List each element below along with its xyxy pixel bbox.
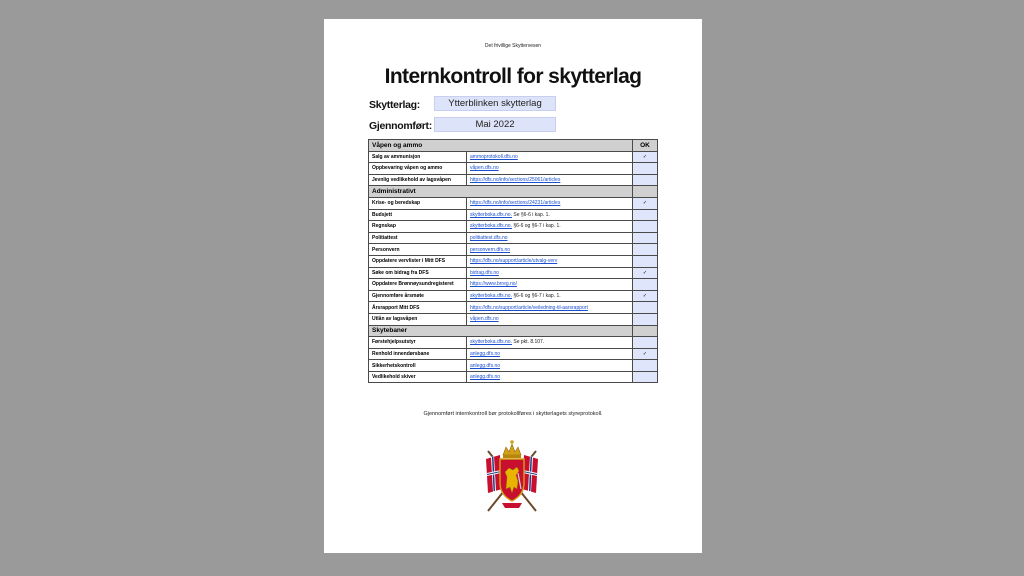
section-header-cell xyxy=(633,186,658,198)
reference-link[interactable]: politiattest.dfs.no xyxy=(470,235,508,242)
item-reference xyxy=(467,371,633,383)
ok-checkbox[interactable] xyxy=(633,313,658,325)
item-reference xyxy=(467,232,633,244)
checklist-row xyxy=(369,267,658,279)
skytterlag-field[interactable]: Ytterblinken skytterlag xyxy=(434,96,556,111)
item-name: Oppbevaring våpen og ammo xyxy=(369,163,467,175)
page-title: Internkontroll for skytterlag xyxy=(384,65,642,88)
ok-checkbox[interactable] xyxy=(633,267,658,279)
checklist-row xyxy=(369,313,658,325)
ok-checkbox[interactable] xyxy=(633,255,658,267)
check-icon: ✓ xyxy=(642,153,648,160)
footer-note: Gjennomført internkontroll bør protokollføres i skytterlagets styreprotokoll. xyxy=(423,411,603,417)
checklist-row xyxy=(369,279,658,291)
item-name: Regnskap xyxy=(369,221,467,233)
section-header xyxy=(369,140,658,152)
section-header-cell xyxy=(633,325,658,337)
item-reference xyxy=(467,337,633,349)
check-icon: ✓ xyxy=(642,293,648,300)
item-name: Utlån av lagsvåpen xyxy=(369,313,467,325)
gjennomfort-field[interactable]: Mai 2022 xyxy=(434,117,556,132)
reference-link[interactable]: anlegg.dfs.no xyxy=(470,374,501,381)
item-name: Vedlikehold skiver xyxy=(369,371,467,383)
section-title: Administrativt xyxy=(369,186,633,198)
checklist-table xyxy=(368,139,658,383)
ok-checkbox[interactable] xyxy=(633,151,658,163)
checklist-row xyxy=(369,348,658,360)
section-title: Skytebaner xyxy=(369,325,633,337)
item-name: Årsrapport Mitt DFS xyxy=(369,302,467,314)
skytterlag-label: Skytterlag: xyxy=(369,99,420,111)
ok-checkbox[interactable] xyxy=(633,163,658,175)
item-name: Oppdatere vervlister i Mitt DFS xyxy=(369,255,467,267)
reference-note: Se §6-6 i kap. 1. xyxy=(513,211,550,218)
checklist-row xyxy=(369,290,658,302)
ok-checkbox[interactable] xyxy=(633,348,658,360)
checklist-row xyxy=(369,371,658,383)
item-reference xyxy=(467,174,633,186)
ok-checkbox[interactable] xyxy=(633,290,658,302)
ok-checkbox[interactable] xyxy=(633,209,658,221)
ok-checkbox[interactable] xyxy=(633,337,658,349)
section-title: Våpen og ammo xyxy=(369,140,633,152)
dfs-crest-logo xyxy=(482,437,542,515)
checklist-row xyxy=(369,244,658,256)
item-name: Budsjett xyxy=(369,209,467,221)
reference-link[interactable]: https://dfs.no/support/article/utvalg-verv xyxy=(470,258,558,265)
reference-link[interactable]: https://dfs.no/support/article/veiledning-til-aarsrapport xyxy=(470,304,588,311)
item-name: Krise- og beredskap xyxy=(369,197,467,209)
reference-link[interactable]: skytterboka.dfs.no. xyxy=(470,293,512,300)
item-name: Salg av ammunisjon xyxy=(369,151,467,163)
item-reference xyxy=(467,360,633,372)
item-name: Oppdatere Brønnøysundregisteret xyxy=(369,279,467,291)
ok-column-header: OK xyxy=(633,140,658,152)
check-icon: ✓ xyxy=(642,269,648,276)
item-name: Jevnlig vedlikehold av lagsvåpen xyxy=(369,174,467,186)
item-name: Førstehjelpsutstyr xyxy=(369,337,467,349)
checklist-row xyxy=(369,163,658,175)
item-reference xyxy=(467,163,633,175)
item-name: Personvern xyxy=(369,244,467,256)
section-header xyxy=(369,186,658,198)
check-icon: ✓ xyxy=(642,350,648,357)
checklist-row xyxy=(369,174,658,186)
item-reference xyxy=(467,290,633,302)
checklist-row xyxy=(369,197,658,209)
item-reference xyxy=(467,302,633,314)
section-header xyxy=(369,325,658,337)
reference-link[interactable]: anlegg.dfs.no xyxy=(470,362,501,369)
ok-checkbox[interactable] xyxy=(633,360,658,372)
item-name: Søke om bidrag fra DFS xyxy=(369,267,467,279)
item-reference xyxy=(467,209,633,221)
reference-link[interactable]: skytterboka.dfs.no. xyxy=(470,223,512,230)
ok-checkbox[interactable] xyxy=(633,174,658,186)
reference-link[interactable]: ammoprotokoll.dfs.no xyxy=(470,153,518,160)
item-name: Sikkerhetskontroll xyxy=(369,360,467,372)
gjennomfort-label: Gjennomført: xyxy=(369,120,432,132)
reference-link[interactable]: våpen.dfs.no xyxy=(470,316,499,323)
document-page xyxy=(324,19,702,553)
item-reference xyxy=(467,244,633,256)
item-reference xyxy=(467,348,633,360)
item-name: Gjennomføre årsmøte xyxy=(369,290,467,302)
reference-link[interactable]: https://dfs.no/info/sections/25061/articles xyxy=(470,177,561,184)
checklist-row xyxy=(369,151,658,163)
check-icon: ✓ xyxy=(642,200,648,207)
checklist-row xyxy=(369,360,658,372)
reference-note: §6-6 og §6-7 i kap. 1. xyxy=(513,293,561,300)
ok-checkbox[interactable] xyxy=(633,279,658,291)
item-reference xyxy=(467,313,633,325)
ok-checkbox[interactable] xyxy=(633,197,658,209)
checklist-row xyxy=(369,209,658,221)
org-name: Det frivillige Skyttervesen xyxy=(484,43,542,49)
ok-checkbox[interactable] xyxy=(633,244,658,256)
item-reference xyxy=(467,197,633,209)
item-reference xyxy=(467,151,633,163)
ok-checkbox[interactable] xyxy=(633,302,658,314)
item-name: Renhold innendørsbane xyxy=(369,348,467,360)
reference-link[interactable]: https://dfs.no/info/sections/24231/articles xyxy=(470,200,561,207)
checklist-row xyxy=(369,221,658,233)
item-reference xyxy=(467,221,633,233)
reference-link[interactable]: https://www.brreg.no/ xyxy=(470,281,517,288)
reference-link[interactable]: anlegg.dfs.no xyxy=(470,350,501,357)
item-reference xyxy=(467,279,633,291)
item-name: Politiattest xyxy=(369,232,467,244)
checklist-row xyxy=(369,337,658,349)
ok-checkbox[interactable] xyxy=(633,221,658,233)
checklist-row xyxy=(369,232,658,244)
checklist-row xyxy=(369,255,658,267)
reference-link[interactable]: våpen.dfs.no xyxy=(470,165,499,172)
reference-link[interactable]: skytterboka.dfs.no. xyxy=(470,339,512,346)
reference-link[interactable]: skytterboka.dfs.no. xyxy=(470,211,512,218)
reference-link[interactable]: bidrag.dfs.no xyxy=(470,269,499,276)
checklist-row xyxy=(369,302,658,314)
reference-link[interactable]: personvern.dfs.no xyxy=(470,246,511,253)
item-reference xyxy=(467,267,633,279)
ok-checkbox[interactable] xyxy=(633,371,658,383)
item-reference xyxy=(467,255,633,267)
ok-checkbox[interactable] xyxy=(633,232,658,244)
reference-note: Se pkt. 8.107. xyxy=(513,339,545,346)
reference-note: §6-6 og §6-7 i kap. 1. xyxy=(513,223,561,230)
